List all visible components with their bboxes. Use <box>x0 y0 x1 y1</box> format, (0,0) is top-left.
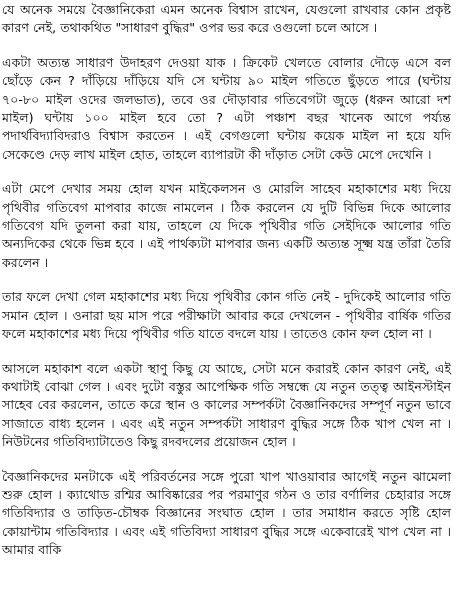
paragraph-4: তার ফলে দেখা গেল মহাকাশের মধ্য দিয়ে পৃথিবীর কোন গতি নেই - দুদিকেই আলোর গতি সমান হোল । ওনারা ছয় মাস পরে পরীক্ষাটা আবার করে দেখলেন - পৃথিবীর বার্ষিক গতির ফলে মহাকাশের মধ্য দিয়ে পৃথিবীর গতি যাতে বদলে যায় । তাতেও কোন ফল হোল না । <box>2 289 451 342</box>
paragraph-6: বৈজ্ঞানিকদের মনটাকে এই পরিবর্তনের সঙ্গে পুরো খাপ খাওয়াবার আগেই নতুন ঝামেলা শুরু হোল । ক্যাথোড রশ্মির আবিষ্কারের পর পরমাণুর গঠন ও তার বর্ণালির চেহারার সঙ্গে গতিবিদ্যার ও তাড়িত-চৌম্বক বিজ্ঞানের সংঘাত হোল । তার সমাধান করতে সৃষ্টি হোল কোয়ান্টাম গতিবিদ্যার । এবং এই গতিবিদ্যা সাধারণ বুদ্ধির সঙ্গে একেবারেই খাপ খেল না । আমার বাকি <box>2 468 452 558</box>
paragraph-1: যে অনেক সময়ে বৈজ্ঞানিকেরা এমন অনেক বিশ্বাস রাখেন, যেগুলো রাখবার কোন প্রকৃষ্ট কারণ নেই, তথাকথিত "সাধারণ বুদ্ধির" ওপর ভর করে ওগুলো চলে আসে । <box>2 2 451 36</box>
paragraph-2: একটা অত্যন্ত সাধারণ উদাহরণ দেওয়া যাক । ক্রিকেট খেলতে বোলার দৌড়ে এসে বল ছোঁড়ে কেন ? দাঁড়িয়ে দাঁড়িয়ে যদি সে ঘন্টায় ৯০ মাইল গতিতে ছুঁড়তে পারে (ঘন্টায় ৭০-৮০ মাইল ওদের জলভাত), তবে ওর দৌড়াবার গতিবেগটা জুড়ে (ধরুন আরো দশ মাইল) ঘন্টায় ১০০ মাইল হবে তো ? এটা পঞ্চাশ বছর খানেক আগে পর্য্যন্ত পদার্থবিদ্যাবিদরাও বিশ্বাস করতেন । এই বেগগুলো ঘন্টায় কয়েক মাইল না হয়ে যদি সেকেণ্ডে দেড় লাখ মাইল হোত, তাহলে ব্যাপারটা কী দাঁড়াত সেটা কেউ মেপে দেখেনি । <box>2 54 451 162</box>
paragraph-3: এটা মেপে দেখার সময় হোল যখন মাইকেলসন ও মোরলি সাহেব মহাকাশের মধ্য দিয়ে পৃথিবীর গতিবেগ মাপবার কাজে নামলেন । ঠিক করলেন যে দুটি বিভিন্ন দিকে আলোর গতিবেগ যদি তুলনা করা যায়, তাহলে যে দিকে পৃথিবীর গতি সেইদিকে আলোর গতি অন্যদিকের থেকে ভিন্ন হবে । এই পার্থক্যটা মাপবার জন্য একটি অত্যন্ত সূক্ষ্ম যন্ত্র তাঁরা তৈরি করলেন । <box>2 181 451 270</box>
paragraph-5: আসলে মহাকাশ বলে একটা স্থাণু কিছু যে আছে, সেটা মনে করারই কোন কারণ নেই, এই কথাটাই বোঝা গেল । এবং দুটো বস্তুর আপেক্ষিক গতি সম্বন্ধে যে নতুন তত্ত্ব আইনস্টাইন সাহেব বের করলেন, তাতে করে স্থান ও কালের সম্পর্কটা বৈজ্ঞানিকদের সম্পূর্ণ নতুন ভাবে সাজাতে বাধ্য হলেন । এবং এই নতুন সম্পর্কটা সাধারণ বুদ্ধির সঙ্গে ঠিক খাপ খেল না । নিউটনের গতিবিদ্যাটাতেও কিছু রদবদলের প্রয়োজন হোল । <box>2 360 451 450</box>
